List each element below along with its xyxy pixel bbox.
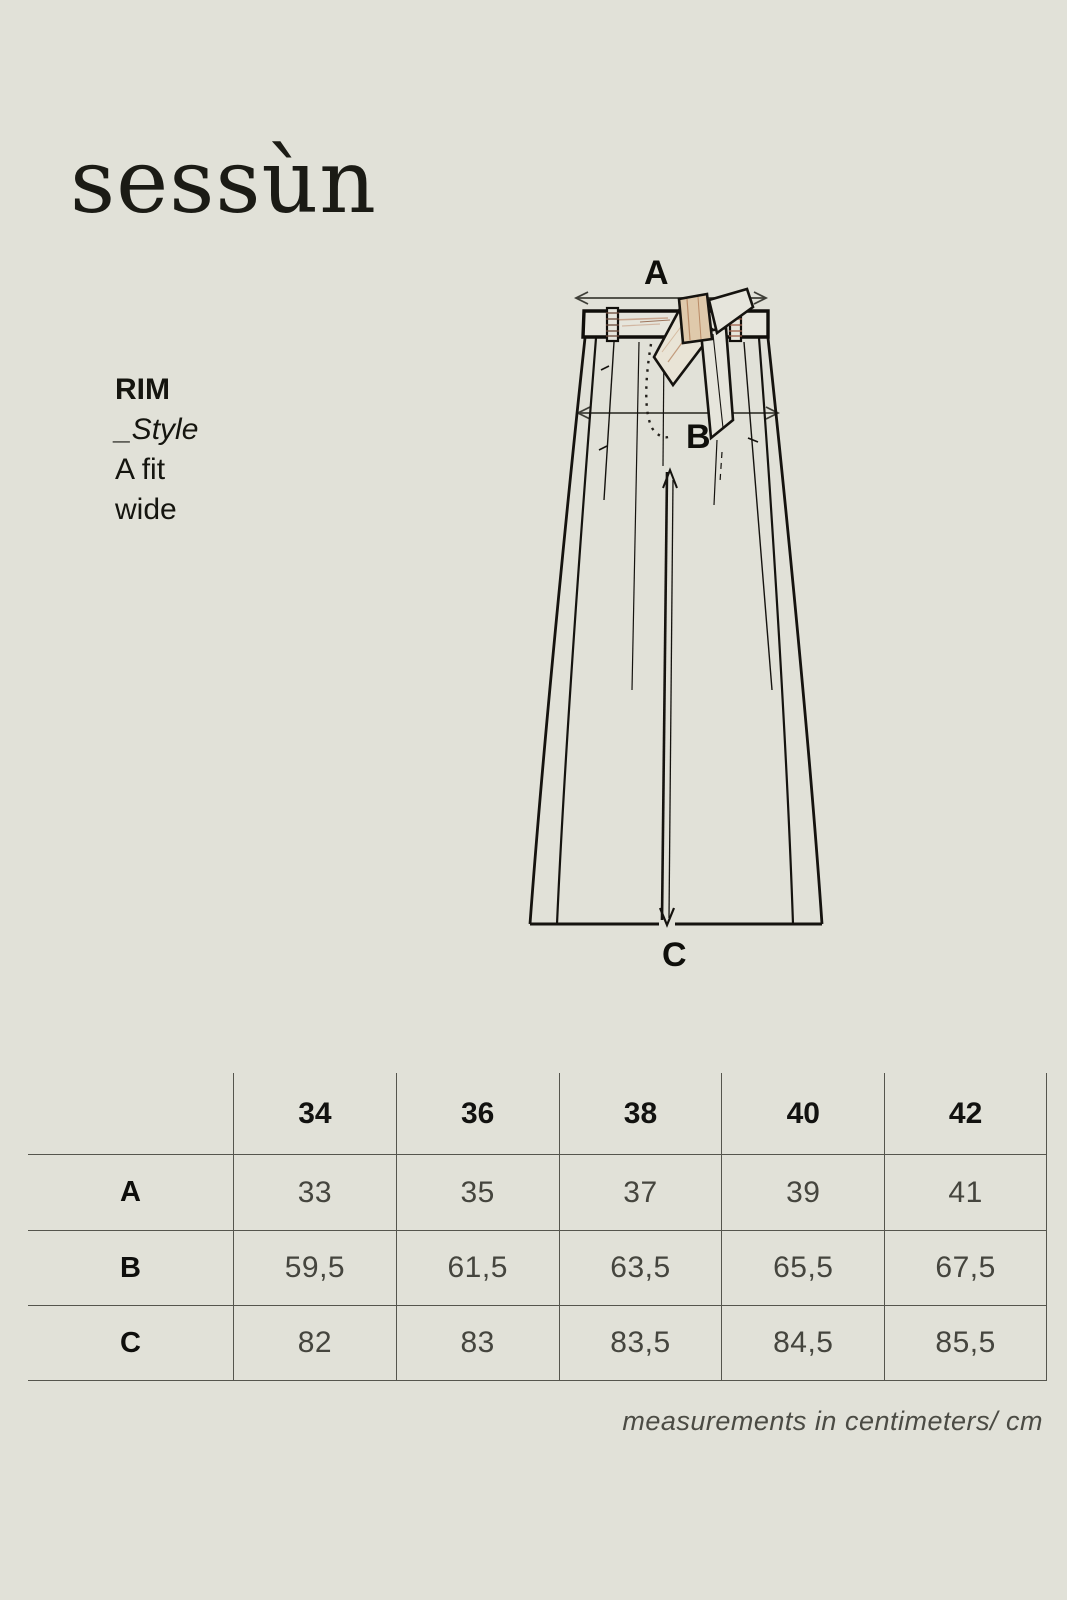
measure-arrow-b	[578, 407, 778, 419]
cell-a-34: 33	[233, 1155, 396, 1231]
row-label-b: B	[28, 1231, 233, 1306]
product-info	[115, 370, 198, 530]
size-column-header: 38	[559, 1073, 722, 1155]
cell-b-36: 61,5	[396, 1231, 559, 1306]
product-name: RIM	[115, 373, 170, 406]
dim-label-a: A	[644, 254, 669, 292]
product-cut: wide	[115, 493, 177, 526]
size-column-header: 34	[233, 1073, 396, 1155]
cell-a-42: 41	[884, 1155, 1047, 1231]
dim-label-c: C	[662, 936, 687, 974]
cell-c-40: 84,5	[721, 1306, 884, 1381]
brand-logo: sessùn	[70, 130, 377, 233]
size-column-header: 36	[396, 1073, 559, 1155]
size-column-header: 40	[721, 1073, 884, 1155]
cell-c-38: 83,5	[559, 1306, 722, 1381]
cell-b-40: 65,5	[721, 1231, 884, 1306]
cell-a-36: 35	[396, 1155, 559, 1231]
cell-b-38: 63,5	[559, 1231, 722, 1306]
pants-legs	[530, 338, 822, 925]
cell-a-38: 37	[559, 1155, 722, 1231]
size-table	[28, 1073, 1047, 1381]
belt-loop-left	[606, 308, 619, 341]
units-footnote: measurements in centimeters/ cm	[622, 1406, 1043, 1436]
cell-b-34: 59,5	[233, 1231, 396, 1306]
cell-c-34: 82	[233, 1306, 396, 1381]
product-fit: A fit	[115, 453, 166, 486]
table-corner-cell	[28, 1073, 233, 1155]
row-label-c: C	[28, 1306, 233, 1381]
product-style: _Style	[115, 413, 199, 446]
cell-b-42: 67,5	[884, 1231, 1047, 1306]
cell-c-36: 83	[396, 1306, 559, 1381]
size-column-header: 42	[884, 1073, 1047, 1155]
cell-c-42: 85,5	[884, 1306, 1047, 1381]
cell-a-40: 39	[721, 1155, 884, 1231]
row-label-a: A	[28, 1155, 233, 1231]
dim-label-b: B	[686, 418, 711, 456]
pants-technical-drawing	[480, 250, 890, 980]
